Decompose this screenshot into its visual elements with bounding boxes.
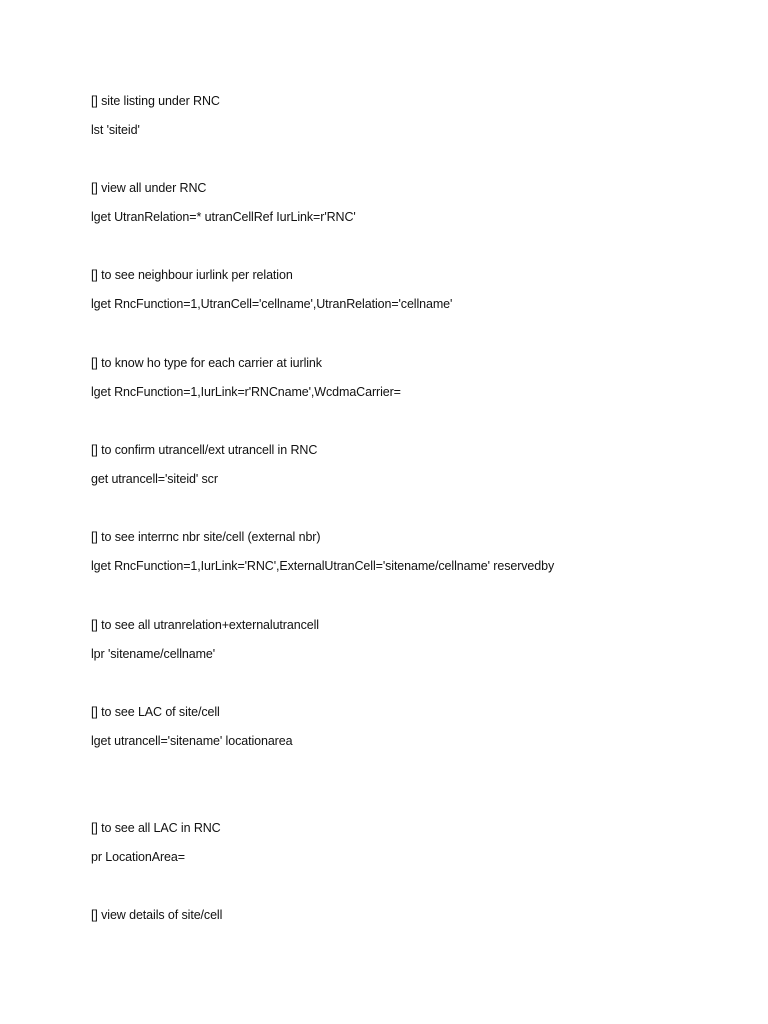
command-lpr-cellname: lpr 'sitename/cellname' (91, 647, 216, 661)
command-pr-locationarea: pr LocationArea= (91, 850, 185, 864)
comment-all-lac: [] to see all LAC in RNC (91, 821, 221, 835)
command-lget-cell-relation: lget RncFunction=1,UtranCell='cellname',UtranRelation='cellname' (91, 297, 453, 311)
comment-site-listing: [] site listing under RNC (91, 94, 220, 108)
comment-view-details: [] view details of site/cell (91, 908, 223, 922)
comment-neighbour-iurlink: [] to see neighbour iurlink per relation (91, 268, 293, 282)
command-lget-locationarea: lget utrancell='sitename' locationarea (91, 734, 293, 748)
command-lget-external-cell: lget RncFunction=1,IurLink='RNC',ExternalUtranCell='sitename/cellname' reservedby (91, 559, 555, 573)
comment-view-all: [] view all under RNC (91, 181, 207, 195)
command-get-utrancell: get utrancell='siteid' scr (91, 472, 218, 486)
comment-ho-type: [] to know ho type for each carrier at iurlink (91, 356, 322, 370)
command-lst-siteid: lst 'siteid' (91, 123, 140, 137)
comment-confirm-utrancell: [] to confirm utrancell/ext utrancell in RNC (91, 443, 318, 457)
command-lget-utranrelation: lget UtranRelation=* utranCellRef IurLink=r'RNC' (91, 210, 356, 224)
comment-lac-site-cell: [] to see LAC of site/cell (91, 705, 220, 719)
command-lget-wcdmacarrier: lget RncFunction=1,IurLink=r'RNCname',WcdmaCarrier= (91, 385, 401, 399)
comment-interrnc-nbr: [] to see interrnc nbr site/cell (external nbr) (91, 530, 321, 544)
comment-all-utranrelation: [] to see all utranrelation+externalutrancell (91, 618, 319, 632)
